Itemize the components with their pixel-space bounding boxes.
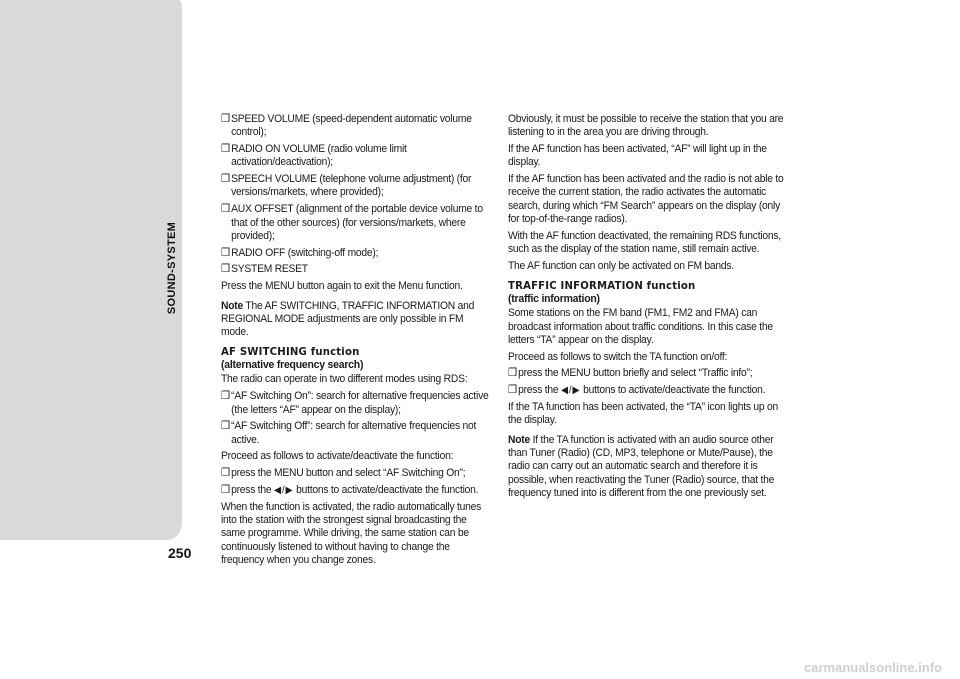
section-heading: TRAFFIC INFORMATION function (traffic information) <box>508 279 696 305</box>
paragraph: The AF function can only be activated on FM bands. <box>508 259 734 272</box>
paragraph: Proceed as follows to activate/deactivate the function: <box>221 450 454 463</box>
column-right <box>508 113 784 504</box>
list-item: ❒ press the ◀/▶ buttons to activate/deactivate the function. <box>221 484 479 497</box>
note: Note The AF SWITCHING, TRAFFIC INFORMATION and REGIONAL MODE adjustments are only possible in FM mode. <box>221 299 475 339</box>
list-item: ❒ press the ◀/▶ buttons to activate/deactivate the function. <box>508 384 766 397</box>
arrow-left-right-icon: ◀/▶ <box>561 385 581 397</box>
paragraph: When the function is activated, the radio automatically tunes into the station with the strongest signal broadcasting the same programme. While driving, the same station can be continuously listened to without having to change the frequency when you change zones. <box>221 500 482 567</box>
bullet-icon: ❒ <box>508 367 517 380</box>
paragraph: Some stations on the FM band (FM1, FM2 and FMA) can broadcast information about traffic conditions. In this case the letters “TA” appear on the display. <box>508 307 773 346</box>
paragraph: If the TA function has been activated, the “TA” icon lights up on the display. <box>508 401 778 427</box>
paragraph: Press the MENU button again to exit the Menu function. <box>221 280 463 293</box>
paragraph: With the AF function deactivated, the remaining RDS functions, such as the display of the station name, still remain active. <box>508 229 781 256</box>
bullet-icon: ❒ <box>221 246 230 259</box>
paragraph: Proceed as follows to switch the TA function on/off: <box>508 350 728 363</box>
note: Note If the TA function is activated with an audio source other than Tuner (Radio) (CD, MP3, telephone or Mute/Pause), the radio can carry out an automatic search and therefore it is possible, when reactivating the Tuner (Radio) source, that the frequency tuned into is different from the one previously set. <box>508 433 775 499</box>
column-left <box>221 113 493 571</box>
list-item: ❒ RADIO OFF (switching-off mode); <box>221 246 379 259</box>
bullet-icon: ❒ <box>508 384 517 397</box>
bullet-icon: ❒ <box>221 390 230 403</box>
list-item: ❒ SYSTEM RESET <box>221 263 308 276</box>
section-heading: AF SWITCHING function (alternative frequency search) <box>221 345 364 371</box>
bullet-icon: ❒ <box>221 143 230 156</box>
sidebar-shape <box>0 0 192 679</box>
list-item: ❒ RADIO ON VOLUME (radio volume limit activation/deactivation); <box>221 143 407 169</box>
paragraph: Obviously, it must be possible to receive the station that you are listening to in the area you are driving through. <box>508 113 784 139</box>
paragraph: The radio can operate in two different modes using RDS: <box>221 373 468 386</box>
bullet-icon: ❒ <box>221 420 230 433</box>
page-number: 250 <box>168 545 192 561</box>
list-item: ❒ press the MENU button and select “AF Switching On”; <box>221 467 466 480</box>
list-item: ❒ AUX OFFSET (alignment of the portable device volume to that of the other sources) (for versions/markets, where provided); <box>221 203 483 242</box>
bullet-icon: ❒ <box>221 173 230 186</box>
list-item: ❒ press the MENU button briefly and select “Traffic info”; <box>508 367 753 380</box>
bullet-icon: ❒ <box>221 484 230 497</box>
list-item: ❒ “AF Switching On”: search for alternative frequencies active (the letters “AF” appear on the display); <box>221 390 489 416</box>
bullet-icon: ❒ <box>221 467 230 480</box>
paragraph: If the AF function has been activated and the radio is not able to receive the current station, the radio activates the automatic search, during which “FM Search” appears on the display (only for top-of-the-range radios). <box>508 173 784 226</box>
bullet-icon: ❒ <box>221 263 230 276</box>
arrow-left-right-icon: ◀/▶ <box>274 485 294 497</box>
sidebar <box>0 0 192 679</box>
bullet-icon: ❒ <box>221 203 230 216</box>
watermark: carmanualsonline.info <box>804 660 942 675</box>
section-label: SOUND-SYSTEM <box>166 221 178 315</box>
list-item: ❒ SPEED VOLUME (speed-dependent automatic volume control); <box>221 113 472 139</box>
list-item: ❒ “AF Switching Off”: search for alternative frequencies not active. <box>221 420 477 446</box>
note-label: Note <box>221 299 243 312</box>
bullet-icon: ❒ <box>221 113 230 125</box>
note-label: Note <box>508 433 530 446</box>
paragraph: If the AF function has been activated, “AF” will light up in the display. <box>508 143 767 169</box>
list-item: ❒ SPEECH VOLUME (telephone volume adjustment) (for versions/markets, where provided); <box>221 173 472 199</box>
